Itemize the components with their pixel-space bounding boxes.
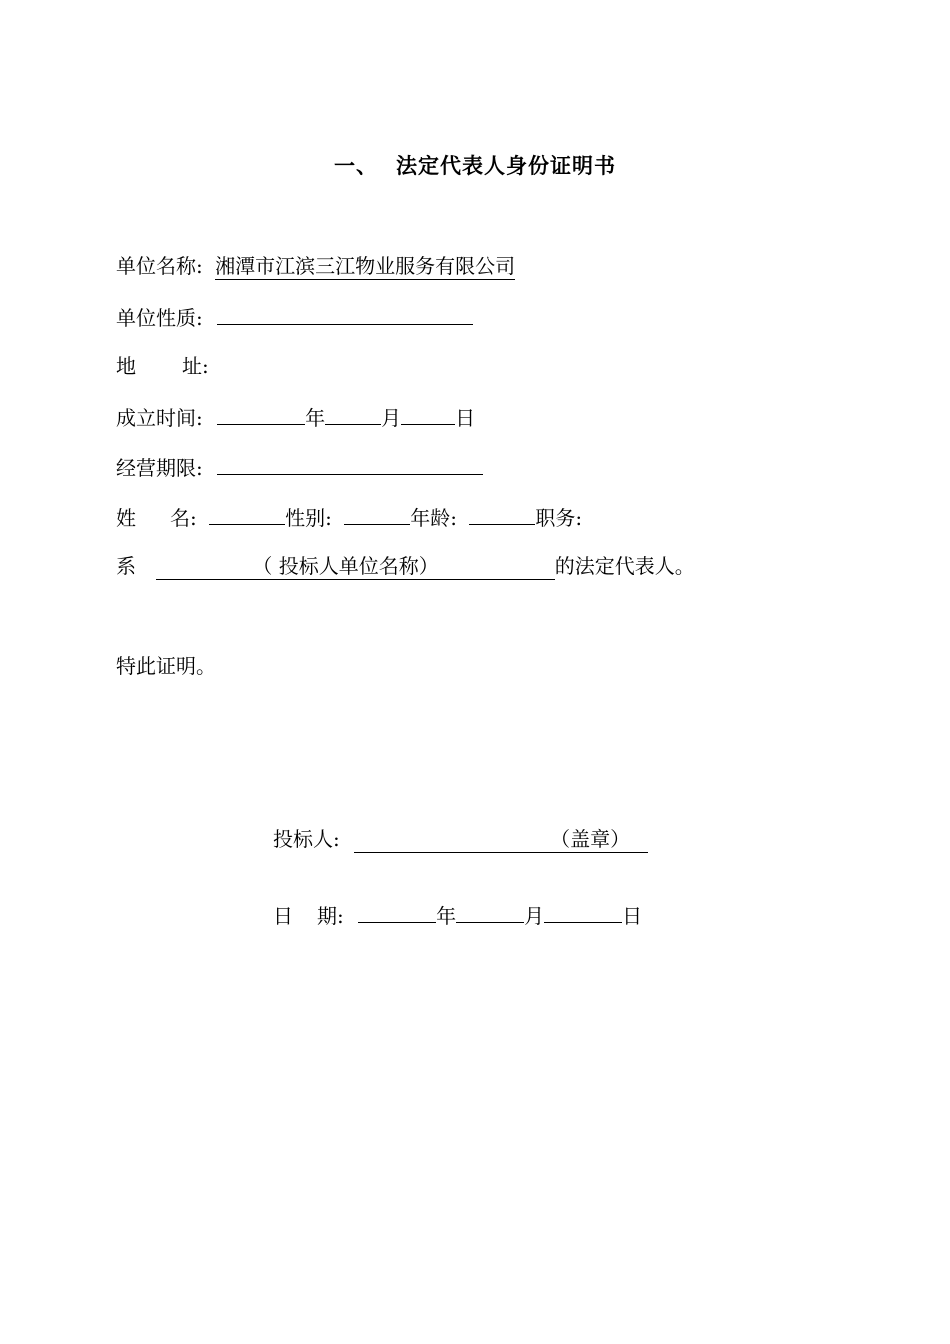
established-day: 日 [455, 406, 476, 430]
operating-period-row [116, 452, 483, 482]
established-month: 月 [381, 406, 402, 430]
person-age-label: 年龄: [410, 506, 457, 530]
person-row [116, 502, 582, 532]
date-year-blank [358, 900, 436, 923]
person-gender-label: 性别: [285, 506, 332, 530]
unit-name-value: 湘潭市江滨三江物业服务有限公司 [215, 254, 516, 278]
unit-nature-label: 单位性质: [116, 306, 203, 330]
established-year: 年 [305, 406, 326, 430]
statement-bidder-name-blank [156, 554, 554, 580]
statement-row [116, 552, 695, 580]
certify-text: 特此证明。 [116, 654, 216, 678]
statement-placeholder: （ 投标人单位名称） [252, 554, 439, 578]
established-month-blank [325, 402, 381, 425]
unit-nature-row [116, 302, 473, 332]
date-day: 日 [622, 904, 643, 928]
address-label-a: 地 [116, 354, 136, 378]
unit-name-label: 单位名称: [116, 254, 203, 278]
person-name-label-b: 名: [170, 506, 197, 530]
date-year: 年 [436, 904, 457, 928]
operating-period-label: 经营期限: [116, 456, 203, 480]
established-label: 成立时间: [116, 406, 203, 430]
address-label-b: 址: [182, 354, 209, 378]
address-row [116, 352, 209, 380]
certify-row [116, 652, 216, 680]
person-age-blank [469, 502, 535, 525]
unit-nature-blank [217, 302, 473, 325]
person-name-blank [209, 502, 285, 525]
document-title [0, 150, 950, 180]
date-day-blank [544, 900, 622, 923]
title-number: 一、 [334, 154, 378, 178]
bidder-seal: （盖章） [550, 827, 631, 851]
date-label-a: 日 [273, 904, 293, 928]
date-month: 月 [524, 904, 545, 928]
title-text: 法定代表人身份证明书 [396, 154, 616, 178]
statement-prefix: 系 [116, 554, 136, 578]
established-row [116, 402, 475, 432]
statement-suffix: 的法定代表人。 [554, 554, 695, 578]
date-label-b: 期: [317, 904, 344, 928]
established-day-blank [401, 402, 455, 425]
bidder-row [273, 825, 648, 853]
established-year-blank [217, 402, 305, 425]
bidder-label: 投标人: [273, 827, 340, 851]
unit-name-row [116, 252, 515, 280]
date-row [273, 900, 642, 930]
person-position-label: 职务: [535, 506, 583, 530]
operating-period-blank [217, 452, 483, 475]
person-name-label-a: 姓 [116, 506, 136, 530]
date-month-blank [456, 900, 524, 923]
person-gender-blank [344, 502, 410, 525]
bidder-signature-blank [354, 827, 648, 853]
